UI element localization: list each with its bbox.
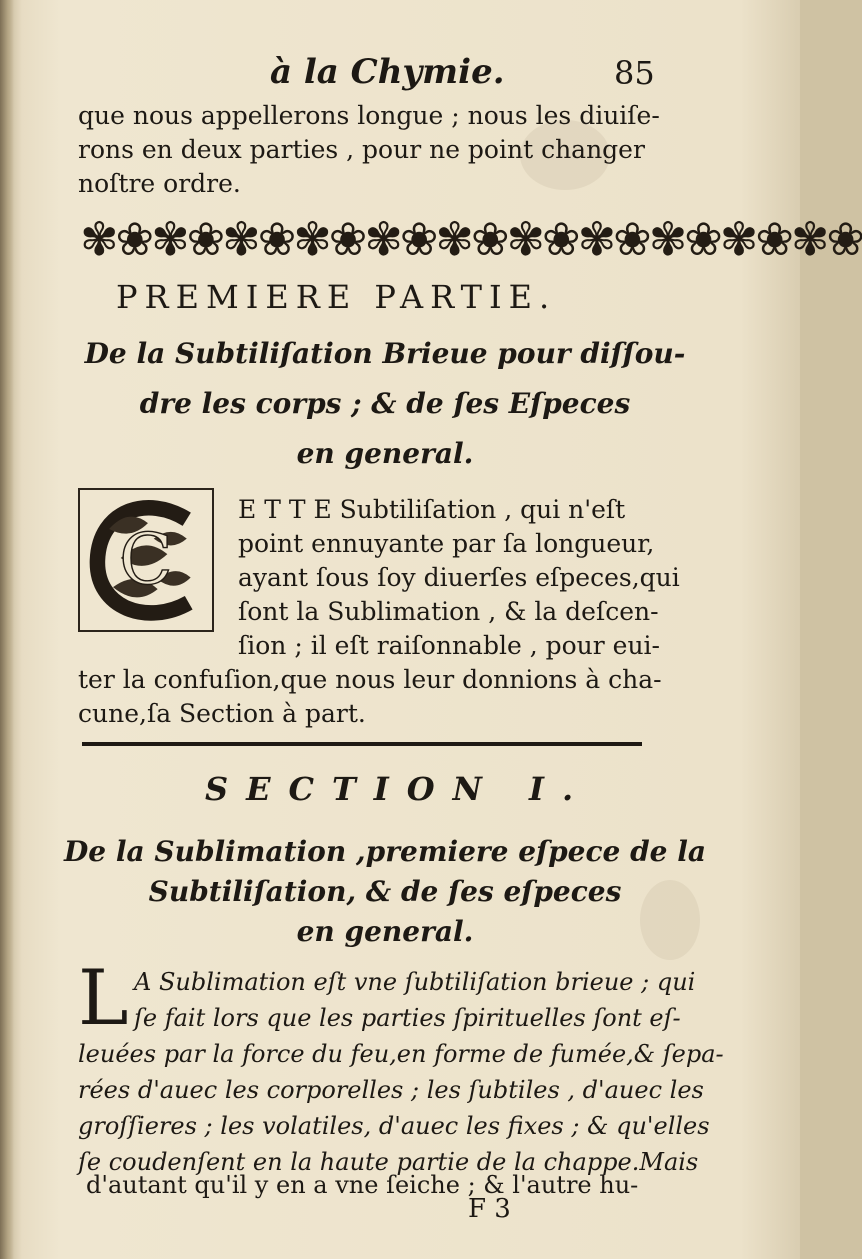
intro-line: que nous appellerons longue ; nous les diuiſe- (78, 101, 660, 130)
definition-line: groſſieres ; les volatiles, d'auec les fixes ; & qu'elles (78, 1112, 710, 1140)
page-number: 85 (614, 54, 655, 92)
section-heading-line: en general. (296, 915, 474, 948)
paragraph-line: ſont la Sublimation , & la deſcen- (238, 597, 659, 626)
section-heading-line: Subtiliſation, & de ſes eſpeces (148, 875, 622, 908)
page-gutter (0, 0, 14, 1259)
section-heading-line: De la Sublimation ,premiere eſpece de la (64, 835, 706, 868)
intro-line: noſtre ordre. (78, 169, 241, 198)
part-title: PREMIERE PARTIE. (116, 278, 557, 316)
definition-line: rées d'auec les corporelles ; les ſubtiles , d'auec les (78, 1076, 704, 1104)
part-heading-line: en general. (296, 437, 474, 470)
definition-line: ſe coudenſent en la haute partie de la chappe.Mais (78, 1148, 699, 1176)
definition-line: A Sublimation eſt vne ſubtiliſation brieue ; qui (134, 968, 696, 996)
paragraph-line: ter la confuſion,que nous leur donnions à cha- (78, 665, 662, 694)
part-heading-line: De la Subtiliſation Brieue pour diſſou- (84, 337, 686, 370)
decorated-initial (78, 488, 214, 632)
definition-line: d'autant qu'il y en a vne ſeiche ; & l'autre hu- (86, 1171, 639, 1199)
drop-cap-letter: C (119, 519, 173, 601)
paragraph-line: cune,ſa Section à part. (78, 699, 366, 728)
section-rule (82, 742, 642, 746)
paragraph-line: E T T E Subtiliſation , qui n'eſt (238, 495, 626, 524)
definition-line: ſe fait lors que les parties ſpirituelles ſont eſ- (134, 1004, 681, 1032)
paragraph-line: ſion ; il eſt raiſonnable , pour eui- (238, 631, 660, 660)
definition-initial: L (78, 953, 129, 1042)
section-title: SECTION I. (205, 770, 592, 808)
running-head: à la Chymie. (270, 52, 505, 92)
paragraph-line: ayant ſous ſoy diuerſes eſpeces,qui (238, 563, 680, 592)
definition-line: leuées par la force du feu,en forme de fumée,& ſepa- (78, 1040, 724, 1068)
foliage-initial-icon (80, 490, 212, 630)
intro-line: rons en deux parties , pour ne point changer (78, 135, 645, 164)
signature-mark: F 3 (468, 1194, 511, 1224)
paragraph-line: point ennuyante par ſa longueur, (238, 529, 655, 558)
fleuron-ornament-band: ✾❀✾❀✾❀✾❀✾❀✾❀✾❀✾❀✾❀✾❀✾❀ (80, 212, 862, 266)
part-heading-line: dre les corps ; & de ſes Eſpeces (139, 387, 631, 420)
